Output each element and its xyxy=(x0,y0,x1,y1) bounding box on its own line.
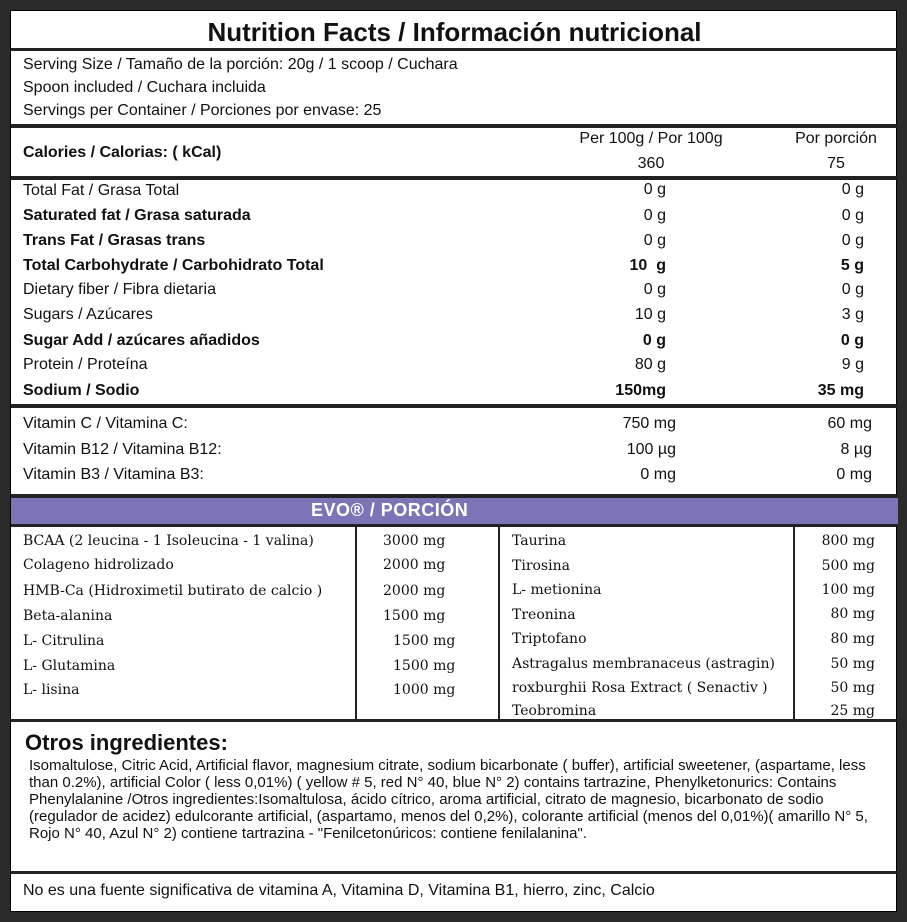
vitamin-portion: 60 mg xyxy=(827,415,872,432)
evo-ingredient: Teobromina xyxy=(512,703,597,719)
evo-ingredient: BCAA (2 leucina - 1 Isoleucina - 1 valina) xyxy=(23,533,314,549)
evo-ingredient: Treonina xyxy=(512,607,576,623)
nutrient-label: Protein / Proteína xyxy=(23,356,148,373)
divider xyxy=(11,404,898,408)
nutrient-portion: 9 g xyxy=(841,356,864,373)
nutrient-portion: 0 g xyxy=(841,181,864,198)
nutrient-portion: 0 g xyxy=(841,281,864,298)
nutrition-label xyxy=(10,10,897,912)
vitamin-per100: 0 mg xyxy=(640,466,676,483)
nutrient-label: Sugar Add / azúcares añadidos xyxy=(23,332,260,349)
evo-ingredient: Astragalus membranaceus (astragin) xyxy=(512,656,775,672)
evo-amount: 1500 mg xyxy=(393,633,456,649)
vitamin-label: Vitamin B12 / Vitamina B12: xyxy=(23,441,222,458)
evo-ingredient: HMB-Ca (Hidroximetil butirato de calcio ) xyxy=(23,583,323,599)
nutrient-label: Trans Fat / Grasas trans xyxy=(23,232,206,249)
evo-amount: 800 mg xyxy=(821,533,875,549)
evo-ingredient: roxburghii Rosa Extract ( Senactiv ) xyxy=(512,680,768,696)
calories-per100: 360 xyxy=(637,155,665,172)
nutrient-per100: 0 g xyxy=(642,332,666,349)
nutrient-per100: 0 g xyxy=(643,232,666,249)
nutrient-label: Sugars / Azúcares xyxy=(23,306,153,323)
evo-ingredient: L- Citrulina xyxy=(23,633,105,649)
evo-amount: 80 mg xyxy=(830,606,875,622)
nutrient-per100: 10 g xyxy=(634,306,666,323)
divider xyxy=(11,48,898,51)
evo-amount: 50 mg xyxy=(830,656,875,672)
nutrient-label: Sodium / Sodio xyxy=(23,382,140,399)
evo-amount: 1000 mg xyxy=(393,682,456,698)
evo-amount: 2000 mg xyxy=(383,557,446,573)
evo-ingredient: Beta-alanina xyxy=(23,608,113,624)
divider xyxy=(11,524,898,527)
nutrient-per100: 80 g xyxy=(634,356,666,373)
divider xyxy=(11,719,898,722)
portion-header: Por porción xyxy=(795,130,877,147)
evo-title: EVO® / PORCIÓN xyxy=(311,500,469,520)
evo-amount: 25 mg xyxy=(830,703,875,719)
calories-portion: 75 xyxy=(827,155,845,172)
vitamin-label: Vitamin B3 / Vitamina B3: xyxy=(23,466,204,483)
nutrient-per100: 0 g xyxy=(643,207,666,224)
evo-ingredient: L- metionina xyxy=(512,582,602,598)
other-ingredients-title: Otros ingredientes: xyxy=(25,730,228,755)
evo-ingredient: Taurina xyxy=(512,533,567,549)
nutrient-label: Dietary fiber / Fibra dietaria xyxy=(23,281,216,298)
column-divider xyxy=(355,526,357,719)
label-title: Nutrition Facts / Información nutricional xyxy=(207,17,702,47)
evo-ingredient: Colageno hidrolizado xyxy=(23,557,174,573)
column-divider xyxy=(498,526,500,719)
evo-amount: 3000 mg xyxy=(383,533,446,549)
evo-amount: 2000 mg xyxy=(383,583,446,599)
spoon-info: Spoon included / Cuchara incluida xyxy=(23,79,266,96)
nutrient-label: Total Carbohydrate / Carbohidrato Total xyxy=(23,257,324,274)
evo-amount: 100 mg xyxy=(821,582,875,598)
nutrient-label: Total Fat / Grasa Total xyxy=(23,182,180,199)
column-divider xyxy=(793,526,795,719)
nutrient-label: Saturated fat / Grasa saturada xyxy=(23,207,251,224)
evo-ingredient: L- Glutamina xyxy=(23,658,116,674)
evo-amount: 50 mg xyxy=(830,680,875,696)
evo-amount: 1500 mg xyxy=(383,608,446,624)
evo-amount: 500 mg xyxy=(821,558,875,574)
nutrient-portion: 35 mg xyxy=(817,382,864,399)
nutrient-portion: 5 g xyxy=(840,257,864,274)
evo-amount: 80 mg xyxy=(830,631,875,647)
other-ingredients-text: Isomaltulose, Citric Acid, Artificial flavor, magnesium citrate, sodium bicarbonate ( buffer), artificial sweetener, (aspartame, less than 0.2%), artificial Color ( less 0,01%) ( yellow # 5, red N° 40, blue N° 2) contains tartrazine, Phenylketonurics: Contains Phenylalanine /Otros ingredientes:Isomaltulosa, ácido cítrico, aroma artificial, citrato de magnesio, bicarbonato de sodio (regulador de acidez) edulcorante artificial, (aspartamo, menos del 0,2%), colorante artificial (menos del 0,01%)( amarillo N° 5, Rojo N° 40, Azul N° 2) contiene tartrazina - "Fenilcetonúricos: contiene fenilalanina". xyxy=(29,757,868,842)
calories-label: Calories / Calorias: ( kCal) xyxy=(23,144,222,161)
evo-amount: 1500 mg xyxy=(393,658,456,674)
nutrient-per100: 0 g xyxy=(643,181,666,198)
divider xyxy=(11,124,898,128)
nutrient-per100: 0 g xyxy=(643,281,666,298)
nutrient-portion: 0 g xyxy=(840,332,864,349)
vitamin-label: Vitamin C / Vitamina C: xyxy=(23,415,188,432)
nutrient-per100: 150mg xyxy=(615,382,666,399)
nutrient-portion: 3 g xyxy=(841,306,864,323)
evo-ingredient: Tirosina xyxy=(512,558,570,574)
footer-note: No es una fuente significativa de vitamina A, Vitamina D, Vitamina B1, hierro, zinc, Calcio xyxy=(23,882,655,899)
nutrient-portion: 0 g xyxy=(841,207,864,224)
nutrient-portion: 0 g xyxy=(841,232,864,249)
vitamin-per100: 750 mg xyxy=(622,415,676,432)
vitamin-portion: 8 µg xyxy=(840,441,872,458)
nutrient-per100: 10 g xyxy=(629,257,666,274)
vitamin-portion: 0 mg xyxy=(836,466,872,483)
servings-per-container: Servings per Container / Porciones por envase: 25 xyxy=(23,102,382,119)
evo-ingredient: Triptofano xyxy=(512,631,587,647)
evo-ingredient: L- lisina xyxy=(23,682,80,698)
per100-header: Per 100g / Por 100g xyxy=(579,130,723,147)
vitamin-per100: 100 µg xyxy=(626,441,676,458)
serving-size: Serving Size / Tamaño de la porción: 20g / 1 scoop / Cuchara xyxy=(23,56,458,73)
divider xyxy=(11,871,898,874)
